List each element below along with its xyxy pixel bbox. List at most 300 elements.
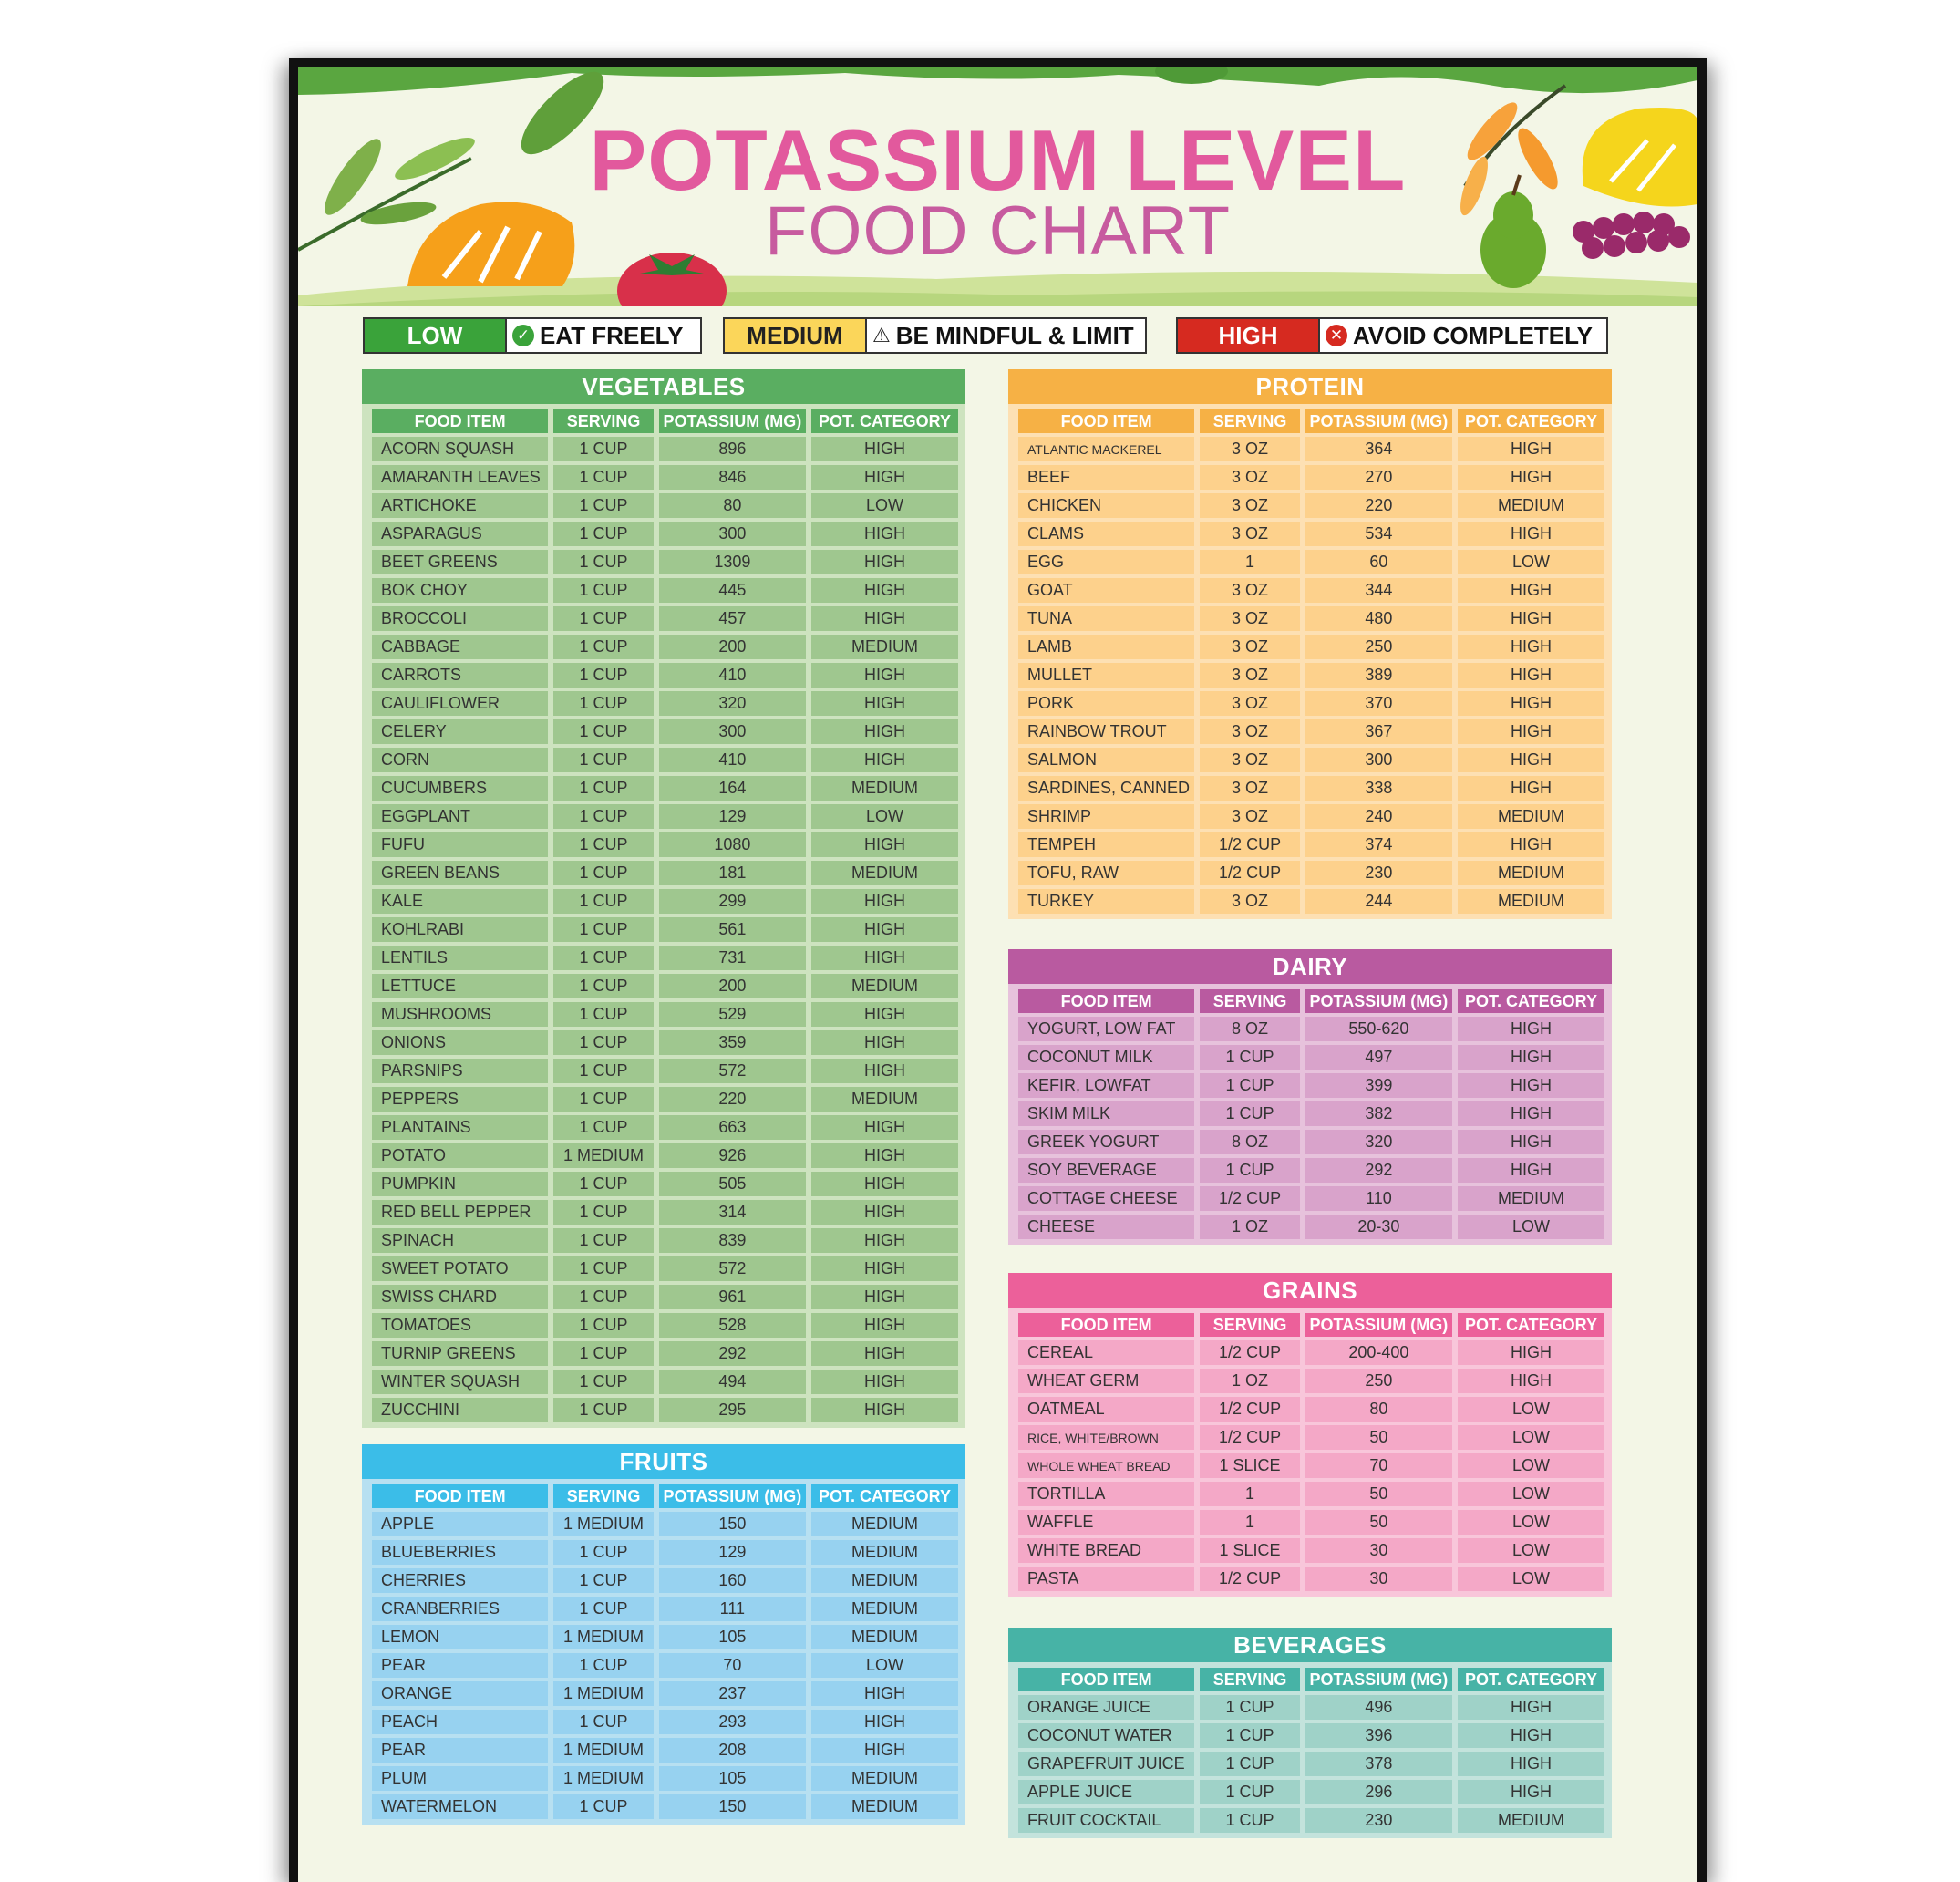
cell-serving: 1 CUP (553, 974, 654, 998)
cell-food-item: GREEK YOGURT (1018, 1130, 1194, 1154)
table-row (372, 1597, 958, 1621)
column-header-food-item: FOOD ITEM (372, 1484, 548, 1508)
cell-potassium: 731 (659, 946, 806, 970)
cell-category: MEDIUM (1458, 1186, 1604, 1211)
cell-category: HIGH (811, 1143, 958, 1168)
table-row (1018, 1752, 1604, 1776)
cell-serving: 1 CUP (1200, 1695, 1300, 1720)
cell-serving: 1 CUP (553, 1370, 654, 1394)
cell-category: HIGH (1458, 1695, 1604, 1720)
food-chart-poster (289, 58, 1707, 1882)
cell-food-item: CABBAGE (372, 635, 548, 659)
table-row (1018, 1186, 1604, 1211)
cell-food-item: LAMB (1018, 635, 1194, 659)
cell-potassium: 237 (659, 1681, 806, 1706)
column-header-potassium: POTASSIUM (MG) (1305, 1313, 1452, 1337)
table-row (1018, 1808, 1604, 1833)
table-row (372, 1313, 958, 1338)
cell-potassium: 364 (1305, 437, 1452, 461)
cell-food-item: APPLE (372, 1512, 548, 1536)
table-header-row (372, 409, 958, 433)
cell-serving: 1 CUP (553, 861, 654, 885)
cell-food-item: SKIM MILK (1018, 1101, 1194, 1126)
cell-potassium: 961 (659, 1285, 806, 1309)
cell-food-item: COTTAGE CHEESE (1018, 1186, 1194, 1211)
cell-serving: 1 CUP (553, 691, 654, 716)
cell-serving: 1/2 CUP (1200, 832, 1300, 857)
cell-serving: 1 CUP (553, 1398, 654, 1422)
cell-food-item: TEMPEH (1018, 832, 1194, 857)
cell-potassium: 344 (1305, 578, 1452, 603)
table-row (372, 804, 958, 829)
table-row (1018, 719, 1604, 744)
cell-category: HIGH (1458, 1045, 1604, 1070)
cell-potassium: 338 (1305, 776, 1452, 801)
beverages-table (1013, 1664, 1610, 1836)
cell-food-item: PASTA (1018, 1567, 1194, 1591)
cell-serving: 1 SLICE (1200, 1453, 1300, 1478)
cell-food-item: YOGURT, LOW FAT (1018, 1017, 1194, 1041)
cell-category: HIGH (1458, 776, 1604, 801)
cell-category: HIGH (811, 1398, 958, 1422)
cell-potassium: 534 (1305, 522, 1452, 546)
cell-serving: 1 CUP (553, 1228, 654, 1253)
cell-serving: 1 CUP (553, 465, 654, 490)
cell-serving: 1 CUP (1200, 1101, 1300, 1126)
table-row (372, 578, 958, 603)
cell-potassium: 293 (659, 1710, 806, 1734)
cell-category: LOW (811, 804, 958, 829)
cell-category: HIGH (1458, 1158, 1604, 1183)
table-row (1018, 691, 1604, 716)
cell-category: MEDIUM (1458, 1808, 1604, 1833)
cell-category: MEDIUM (811, 635, 958, 659)
cell-food-item: ACORN SQUASH (372, 437, 548, 461)
cell-food-item: SWEET POTATO (372, 1256, 548, 1281)
cell-potassium: 496 (1305, 1695, 1452, 1720)
cell-food-item: TORTILLA (1018, 1482, 1194, 1506)
cell-food-item: PLANTAINS (372, 1115, 548, 1140)
cell-food-item: BEEF (1018, 465, 1194, 490)
cell-category: HIGH (1458, 1017, 1604, 1041)
cell-potassium: 457 (659, 606, 806, 631)
column-header-food-item: FOOD ITEM (1018, 409, 1194, 433)
cell-food-item: EGG (1018, 550, 1194, 574)
column-header-potassium: POTASSIUM (MG) (1305, 1668, 1452, 1691)
cell-serving: 3 OZ (1200, 606, 1300, 631)
cell-food-item: ARTICHOKE (372, 493, 548, 518)
table-row (1018, 493, 1604, 518)
protein-table-wrap (1008, 404, 1612, 919)
table-row (372, 465, 958, 490)
cell-potassium: 292 (659, 1341, 806, 1366)
cell-potassium: 240 (1305, 804, 1452, 829)
cell-potassium: 220 (1305, 493, 1452, 518)
cell-potassium: 572 (659, 1256, 806, 1281)
cell-potassium: 200 (659, 635, 806, 659)
table-row (1018, 437, 1604, 461)
table-row (1018, 804, 1604, 829)
cell-category: LOW (1458, 1425, 1604, 1450)
cell-serving: 1 MEDIUM (553, 1625, 654, 1649)
cell-food-item: BEET GREENS (372, 550, 548, 574)
cell-category: HIGH (1458, 1340, 1604, 1365)
table-row (372, 1766, 958, 1791)
cell-category: HIGH (811, 663, 958, 688)
cell-food-item: CRANBERRIES (372, 1597, 548, 1621)
cell-food-item: WHOLE WHEAT BREAD (1018, 1453, 1194, 1478)
table-row (372, 748, 958, 772)
table-row (1018, 1073, 1604, 1098)
cell-food-item: FUFU (372, 832, 548, 857)
legend-medium-tag: MEDIUM (725, 319, 865, 352)
cell-serving: 1 SLICE (1200, 1538, 1300, 1563)
cell-category: HIGH (811, 748, 958, 772)
cell-category: HIGH (1458, 719, 1604, 744)
table-row (372, 1681, 958, 1706)
column-header-potassium: POTASSIUM (MG) (1305, 409, 1452, 433)
cell-category: HIGH (1458, 1780, 1604, 1804)
cell-category: HIGH (1458, 748, 1604, 772)
cell-potassium: 300 (659, 522, 806, 546)
cell-serving: 3 OZ (1200, 691, 1300, 716)
table-row (372, 437, 958, 461)
cell-potassium: 359 (659, 1030, 806, 1055)
cell-food-item: ORANGE (372, 1681, 548, 1706)
cell-category: HIGH (811, 1681, 958, 1706)
cell-food-item: CLAMS (1018, 522, 1194, 546)
cell-serving: 1 CUP (553, 1313, 654, 1338)
cell-food-item: ATLANTIC MACKEREL (1018, 437, 1194, 461)
cell-food-item: SOY BEVERAGE (1018, 1158, 1194, 1183)
cell-category: MEDIUM (811, 1794, 958, 1819)
cell-serving: 1 (1200, 550, 1300, 574)
cell-category: HIGH (1458, 1101, 1604, 1126)
cell-serving: 1 CUP (1200, 1045, 1300, 1070)
cell-food-item: ZUCCHINI (372, 1398, 548, 1422)
table-row (1018, 1723, 1604, 1748)
column-header-serving: SERVING (1200, 1313, 1300, 1337)
table-row (1018, 578, 1604, 603)
table-row (1018, 1045, 1604, 1070)
column-header-food-item: FOOD ITEM (1018, 1313, 1194, 1337)
cell-category: LOW (1458, 1453, 1604, 1478)
cell-serving: 1 CUP (553, 719, 654, 744)
cell-food-item: AMARANTH LEAVES (372, 465, 548, 490)
table-row (372, 550, 958, 574)
cell-potassium: 374 (1305, 832, 1452, 857)
cell-potassium: 320 (1305, 1130, 1452, 1154)
table-row (372, 663, 958, 688)
cell-food-item: COCONUT WATER (1018, 1723, 1194, 1748)
cell-potassium: 50 (1305, 1425, 1452, 1450)
column-header-category: POT. CATEGORY (811, 1484, 958, 1508)
cell-serving: 1 MEDIUM (553, 1738, 654, 1763)
grains-table-wrap (1008, 1308, 1612, 1597)
cell-category: HIGH (811, 1059, 958, 1083)
cell-food-item: CARROTS (372, 663, 548, 688)
cell-serving: 3 OZ (1200, 522, 1300, 546)
title-sub: FOOD CHART (764, 192, 1232, 270)
cell-category: HIGH (811, 832, 958, 857)
cell-category: HIGH (1458, 437, 1604, 461)
cell-potassium: 111 (659, 1597, 806, 1621)
cell-serving: 1 CUP (553, 1200, 654, 1225)
cell-food-item: WHITE BREAD (1018, 1538, 1194, 1563)
cell-potassium: 70 (659, 1653, 806, 1678)
cell-potassium: 396 (1305, 1723, 1452, 1748)
legend-medium-desc (865, 319, 1134, 352)
cell-serving: 1 CUP (553, 437, 654, 461)
cell-food-item: MUSHROOMS (372, 1002, 548, 1027)
table-row (372, 1710, 958, 1734)
cell-serving: 1 CUP (553, 804, 654, 829)
cell-food-item: ASPARAGUS (372, 522, 548, 546)
cell-potassium: 129 (659, 1540, 806, 1565)
cell-potassium: 295 (659, 1398, 806, 1422)
table-row (372, 832, 958, 857)
cell-serving: 3 OZ (1200, 635, 1300, 659)
cell-potassium: 30 (1305, 1567, 1452, 1591)
cell-food-item: KEFIR, LOWFAT (1018, 1073, 1194, 1098)
check-icon: ✓ (512, 325, 534, 346)
table-row (372, 1341, 958, 1366)
cell-serving: 3 OZ (1200, 889, 1300, 914)
protein-title: PROTEIN (1008, 369, 1612, 404)
table-row (372, 1738, 958, 1763)
cell-potassium: 150 (659, 1512, 806, 1536)
cell-category: HIGH (811, 889, 958, 914)
table-row (372, 719, 958, 744)
warning-icon: ⚠ (872, 324, 891, 346)
column-header-potassium: POTASSIUM (MG) (1305, 989, 1452, 1013)
dairy-table-wrap (1008, 984, 1612, 1245)
cell-serving: 1 CUP (553, 1030, 654, 1055)
cell-food-item: TOMATOES (372, 1313, 548, 1338)
cell-food-item: WHEAT GERM (1018, 1369, 1194, 1393)
column-header-serving: SERVING (553, 409, 654, 433)
cell-serving: 1 CUP (553, 522, 654, 546)
table-header-row (1018, 989, 1604, 1013)
cell-food-item: BOK CHOY (372, 578, 548, 603)
table-row (372, 1568, 958, 1593)
cell-potassium: 445 (659, 578, 806, 603)
table-row (1018, 1130, 1604, 1154)
cell-food-item: CHERRIES (372, 1568, 548, 1593)
table-row (372, 1200, 958, 1225)
column-header-category: POT. CATEGORY (1458, 989, 1604, 1013)
cell-potassium: 230 (1305, 1808, 1452, 1833)
cell-food-item: RICE, WHITE/BROWN (1018, 1425, 1194, 1450)
cell-potassium: 160 (659, 1568, 806, 1593)
cell-food-item: BROCCOLI (372, 606, 548, 631)
legend-medium-label: BE MINDFUL & LIMIT (895, 322, 1134, 349)
cell-serving: 1 CUP (553, 1087, 654, 1112)
table-row (372, 776, 958, 801)
cell-potassium: 480 (1305, 606, 1452, 631)
cell-potassium: 846 (659, 465, 806, 490)
table-row (372, 635, 958, 659)
cell-potassium: 561 (659, 917, 806, 942)
cell-potassium: 70 (1305, 1453, 1452, 1478)
cell-potassium: 367 (1305, 719, 1452, 744)
legend-high (1176, 317, 1608, 354)
cell-food-item: ONIONS (372, 1030, 548, 1055)
cell-potassium: 250 (1305, 1369, 1452, 1393)
cell-food-item: LEMON (372, 1625, 548, 1649)
table-row (1018, 1215, 1604, 1239)
cell-food-item: GREEN BEANS (372, 861, 548, 885)
cell-food-item: PEPPERS (372, 1087, 548, 1112)
cell-serving: 1 MEDIUM (553, 1512, 654, 1536)
protein-table (1013, 406, 1610, 917)
cell-potassium: 208 (659, 1738, 806, 1763)
cell-serving: 1/2 CUP (1200, 1186, 1300, 1211)
cell-category: MEDIUM (1458, 889, 1604, 914)
cell-serving: 3 OZ (1200, 493, 1300, 518)
beverages-table-wrap (1008, 1662, 1612, 1838)
cell-food-item: SPINACH (372, 1228, 548, 1253)
cell-serving: 3 OZ (1200, 804, 1300, 829)
dairy-table (1013, 986, 1610, 1243)
cell-category: HIGH (811, 1172, 958, 1196)
cell-potassium: 250 (1305, 635, 1452, 659)
cell-serving: 8 OZ (1200, 1017, 1300, 1041)
cell-serving: 1 CUP (553, 1341, 654, 1366)
cell-category: HIGH (811, 606, 958, 631)
cell-food-item: CHICKEN (1018, 493, 1194, 518)
cell-category: HIGH (811, 1256, 958, 1281)
cell-category: HIGH (811, 1738, 958, 1763)
cell-food-item: WAFFLE (1018, 1510, 1194, 1535)
cell-potassium: 926 (659, 1143, 806, 1168)
cell-food-item: ORANGE JUICE (1018, 1695, 1194, 1720)
cell-food-item: KALE (372, 889, 548, 914)
table-row (1018, 550, 1604, 574)
cell-category: MEDIUM (811, 1766, 958, 1791)
table-row (1018, 1397, 1604, 1422)
cell-potassium: 839 (659, 1228, 806, 1253)
table-row (372, 1059, 958, 1083)
cell-potassium: 200-400 (1305, 1340, 1452, 1365)
cell-category: HIGH (1458, 522, 1604, 546)
column-header-food-item: FOOD ITEM (372, 409, 548, 433)
cell-food-item: CAULIFLOWER (372, 691, 548, 716)
column-header-category: POT. CATEGORY (1458, 409, 1604, 433)
cell-food-item: CELERY (372, 719, 548, 744)
cell-category: LOW (1458, 550, 1604, 574)
cell-food-item: SARDINES, CANNED (1018, 776, 1194, 801)
cell-serving: 1 CUP (1200, 1158, 1300, 1183)
table-row (372, 889, 958, 914)
cell-serving: 1 (1200, 1510, 1300, 1535)
cell-serving: 3 OZ (1200, 578, 1300, 603)
grains-title: GRAINS (1008, 1273, 1612, 1308)
cell-category: LOW (1458, 1215, 1604, 1239)
column-header-category: POT. CATEGORY (1458, 1313, 1604, 1337)
cell-food-item: GOAT (1018, 578, 1194, 603)
cell-potassium: 80 (659, 493, 806, 518)
cell-serving: 1/2 CUP (1200, 1397, 1300, 1422)
x-circle-icon: ✕ (1326, 325, 1347, 346)
cell-serving: 1 CUP (553, 946, 654, 970)
cell-potassium: 300 (1305, 748, 1452, 772)
cell-serving: 1 CUP (553, 1256, 654, 1281)
cell-food-item: PLUM (372, 1766, 548, 1791)
table-row (1018, 1158, 1604, 1183)
cell-food-item: PEACH (372, 1710, 548, 1734)
cell-category: LOW (1458, 1397, 1604, 1422)
table-header-row (372, 1484, 958, 1508)
cell-category: MEDIUM (1458, 493, 1604, 518)
cell-serving: 1 MEDIUM (553, 1766, 654, 1791)
cell-serving: 3 OZ (1200, 748, 1300, 772)
legend-low-tag: LOW (365, 319, 505, 352)
cell-food-item: TURKEY (1018, 889, 1194, 914)
cell-potassium: 299 (659, 889, 806, 914)
vegetables-table-wrap (362, 404, 965, 1428)
cell-serving: 1 CUP (1200, 1073, 1300, 1098)
cell-serving: 1/2 CUP (1200, 861, 1300, 885)
cell-category: HIGH (1458, 832, 1604, 857)
table-row (372, 691, 958, 716)
cell-serving: 1 CUP (553, 578, 654, 603)
cell-category: HIGH (811, 1200, 958, 1225)
table-row (372, 917, 958, 942)
cell-category: LOW (811, 493, 958, 518)
cell-food-item: LENTILS (372, 946, 548, 970)
cell-serving: 8 OZ (1200, 1130, 1300, 1154)
table-row (372, 1625, 958, 1649)
table-row (372, 1115, 958, 1140)
cell-serving: 1 CUP (1200, 1752, 1300, 1776)
cell-category: HIGH (811, 578, 958, 603)
cell-food-item: SALMON (1018, 748, 1194, 772)
table-row (372, 606, 958, 631)
cell-category: HIGH (811, 1710, 958, 1734)
column-header-food-item: FOOD ITEM (1018, 1668, 1194, 1691)
vegetables-panel (362, 369, 965, 1428)
cell-serving: 1 MEDIUM (553, 1143, 654, 1168)
cell-food-item: PEAR (372, 1738, 548, 1763)
table-row (372, 1030, 958, 1055)
cell-serving: 1/2 CUP (1200, 1340, 1300, 1365)
cell-food-item: CORN (372, 748, 548, 772)
cell-food-item: RED BELL PEPPER (372, 1200, 548, 1225)
table-row (1018, 1425, 1604, 1450)
table-row (1018, 635, 1604, 659)
cell-category: HIGH (1458, 578, 1604, 603)
cell-serving: 3 OZ (1200, 663, 1300, 688)
vegetables-title: VEGETABLES (362, 369, 965, 404)
cell-food-item: WINTER SQUASH (372, 1370, 548, 1394)
column-header-serving: SERVING (1200, 409, 1300, 433)
cell-food-item: RAINBOW TROUT (1018, 719, 1194, 744)
protein-panel (1008, 369, 1612, 919)
cell-potassium: 410 (659, 663, 806, 688)
table-row (1018, 832, 1604, 857)
beverages-title: BEVERAGES (1008, 1628, 1612, 1662)
cell-potassium: 200 (659, 974, 806, 998)
cell-food-item: SHRIMP (1018, 804, 1194, 829)
cell-category: LOW (1458, 1538, 1604, 1563)
cell-potassium: 220 (659, 1087, 806, 1112)
table-row (1018, 889, 1604, 914)
cell-food-item: LETTUCE (372, 974, 548, 998)
cell-category: HIGH (1458, 1369, 1604, 1393)
cell-category: HIGH (811, 1370, 958, 1394)
table-row (372, 522, 958, 546)
